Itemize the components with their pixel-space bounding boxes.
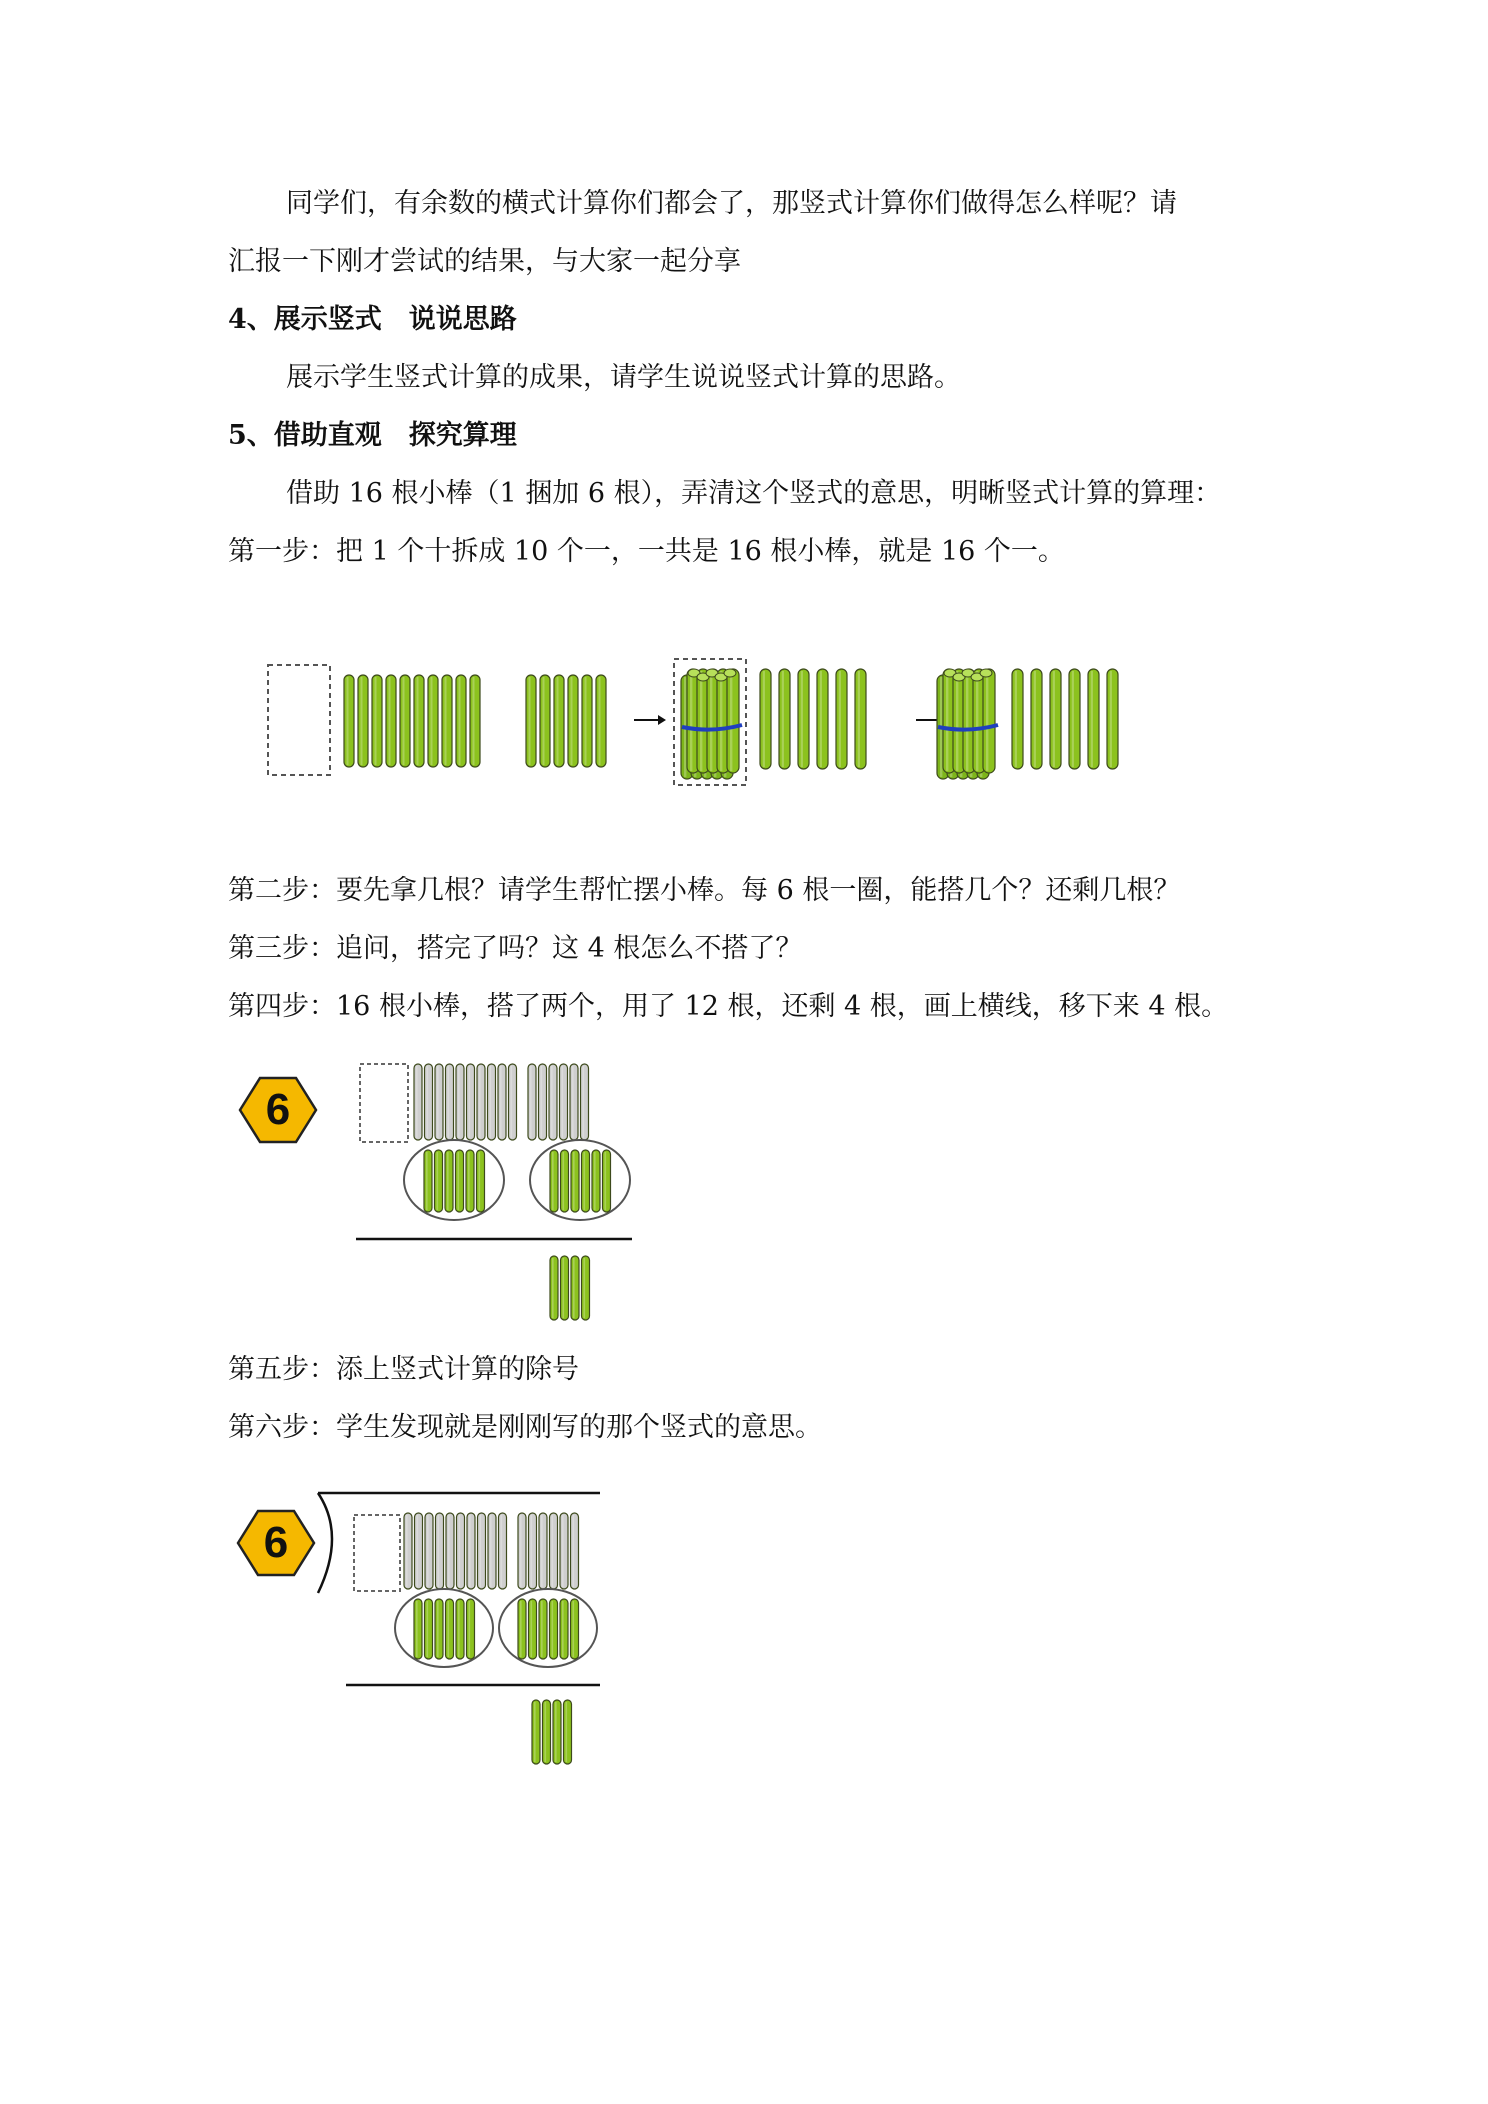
stick-icon — [446, 1599, 454, 1659]
step-6: 第六步：学生发现就是刚刚写的那个竖式的意思。 — [228, 1412, 822, 1443]
stick-icon — [424, 1150, 432, 1212]
stick-icon — [488, 1064, 496, 1140]
bundle-of-ten-icon — [937, 669, 998, 779]
stick-icon — [386, 675, 396, 767]
stick-icon — [1088, 669, 1099, 769]
stick-icon — [549, 1064, 557, 1140]
stick-icon — [539, 1599, 547, 1659]
stick-icon — [529, 1599, 537, 1659]
stick-icon — [1069, 669, 1080, 769]
stick-icon — [798, 669, 809, 769]
stick-icon — [446, 1064, 454, 1140]
stick-icon — [425, 1064, 433, 1140]
stick-icon — [532, 1700, 540, 1764]
stick-icon — [499, 1513, 507, 1589]
empty-tens-box — [360, 1064, 408, 1142]
stick-icon — [414, 675, 424, 767]
stick-icon — [1050, 669, 1061, 769]
stick-icon — [428, 675, 438, 767]
green-sticks-group — [424, 1150, 485, 1212]
empty-tens-box — [354, 1515, 400, 1591]
stick-icon — [467, 1064, 475, 1140]
stick-icon — [550, 1256, 558, 1320]
stick-icon — [543, 1700, 551, 1764]
stick-icon — [445, 1150, 453, 1212]
stick-icon — [435, 1150, 443, 1212]
stick-icon — [498, 1064, 506, 1140]
empty-tens-box — [268, 665, 330, 775]
gray-sticks — [518, 1513, 579, 1589]
stick-icon — [727, 669, 739, 773]
stick-icon — [779, 669, 790, 769]
stick-icon — [560, 1513, 568, 1589]
stick-icon — [582, 1256, 590, 1320]
bundle-of-ten-icon — [681, 669, 742, 779]
section-5-heading: 5、借助直观 探究算理 — [228, 420, 517, 451]
stick-icon — [488, 1513, 496, 1589]
stick-icon — [358, 675, 368, 767]
stick-icon — [528, 1064, 536, 1140]
gray-sticks — [528, 1064, 589, 1140]
divisor-label: 6 — [263, 1518, 289, 1567]
arrow-icon — [634, 715, 666, 725]
green-sticks-group — [414, 1599, 475, 1659]
gray-sticks — [404, 1513, 507, 1589]
stick-icon — [414, 1599, 422, 1659]
stick-icon — [470, 675, 480, 767]
stick-icon — [582, 675, 592, 767]
stick-icon — [571, 1256, 579, 1320]
stick-icon — [457, 1513, 465, 1589]
green-sticks-group — [550, 1150, 611, 1212]
stick-icon — [570, 1064, 578, 1140]
stick-icon — [550, 1513, 558, 1589]
stick-icon — [404, 1513, 412, 1589]
stick-icon — [442, 675, 452, 767]
group-circle-2 — [530, 1140, 630, 1220]
section-5-body: 借助 16 根小棒（1 捆加 6 根），弄清这个竖式的意思，明晰竖式计算的算理： — [286, 478, 1222, 509]
section-4-body: 展示学生竖式计算的成果，请学生说说竖式计算的思路。 — [286, 362, 961, 393]
stick-icon — [592, 1150, 600, 1212]
stick-icon — [760, 669, 771, 769]
stick-icon — [478, 1513, 486, 1589]
group-circle-2 — [499, 1589, 597, 1667]
step-1: 第一步：把 1 个十拆成 10 个一，一共是 16 根小棒，就是 16 个一。 — [228, 536, 1065, 567]
step-2: 第二步：要先拿几根？请学生帮忙摆小棒。每 6 根一圈，能搭几个？还剩几根？ — [228, 875, 1181, 906]
stick-icon — [1012, 669, 1023, 769]
loose-sticks-ten — [344, 675, 480, 767]
green-sticks-group — [518, 1599, 579, 1659]
stick-icon — [561, 1150, 569, 1212]
loose-sticks-six — [526, 675, 606, 767]
stick-icon — [550, 1150, 558, 1212]
divisor-label: 6 — [265, 1085, 291, 1134]
stick-icon — [571, 1513, 579, 1589]
group-circle-1 — [404, 1140, 504, 1220]
stick-icon — [518, 1513, 526, 1589]
divisor-badge — [240, 1078, 316, 1142]
stick-icon — [509, 1064, 517, 1140]
stick-icon — [466, 1150, 474, 1212]
stick-icon — [446, 1513, 454, 1589]
stick-icon — [456, 1064, 464, 1140]
stick-icon — [571, 1150, 579, 1212]
stick-icon — [1107, 669, 1118, 769]
stick-icon — [414, 1064, 422, 1140]
stick-icon — [344, 675, 354, 767]
unbundle-figure — [260, 655, 1140, 795]
remainder-sticks — [532, 1700, 572, 1764]
stick-icon — [425, 1513, 433, 1589]
stick-icon — [539, 1513, 547, 1589]
stick-icon — [425, 1599, 433, 1659]
group-circle-1 — [395, 1589, 493, 1667]
stick-icon — [518, 1599, 526, 1659]
gray-sticks — [414, 1064, 517, 1140]
stick-icon — [983, 669, 995, 773]
stick-icon — [415, 1513, 423, 1589]
intro-line-2: 汇报一下刚才尝试的结果，与大家一起分享 — [228, 246, 741, 277]
stick-icon — [372, 675, 382, 767]
stick-icon — [550, 1599, 558, 1659]
stick-icon — [435, 1599, 443, 1659]
loose-sticks-six — [1012, 669, 1118, 769]
loose-sticks-six — [760, 669, 866, 769]
stick-icon — [456, 1150, 464, 1212]
stick-icon — [435, 1064, 443, 1140]
division-bracket — [318, 1493, 332, 1593]
stick-icon — [456, 675, 466, 767]
stick-icon — [539, 1064, 547, 1140]
stick-icon — [553, 1700, 561, 1764]
grouping-figure — [228, 1050, 648, 1340]
stick-icon — [596, 675, 606, 767]
step-5: 第五步：添上竖式计算的除号 — [228, 1354, 579, 1385]
divisor-badge — [238, 1511, 314, 1575]
stick-icon — [467, 1599, 475, 1659]
stick-icon — [400, 675, 410, 767]
stick-icon — [526, 675, 536, 767]
step-3: 第三步：追问，搭完了吗？这 4 根怎么不搭了？ — [228, 933, 803, 964]
stick-icon — [855, 669, 866, 769]
stick-icon — [436, 1513, 444, 1589]
stick-icon — [456, 1599, 464, 1659]
stick-icon — [568, 675, 578, 767]
stick-icon — [571, 1599, 579, 1659]
remainder-sticks — [550, 1256, 590, 1320]
stick-icon — [581, 1064, 589, 1140]
stick-icon — [540, 675, 550, 767]
stick-icon — [582, 1150, 590, 1212]
stick-icon — [561, 1256, 569, 1320]
stick-icon — [467, 1513, 475, 1589]
intro-line-1: 同学们，有余数的横式计算你们都会了，那竖式计算你们做得怎么样呢？请 — [286, 188, 1177, 219]
stick-icon — [603, 1150, 611, 1212]
stick-icon — [1031, 669, 1042, 769]
stick-icon — [477, 1150, 485, 1212]
stick-icon — [477, 1064, 485, 1140]
section-4-heading: 4、展示竖式 说说思路 — [228, 304, 517, 335]
stick-icon — [836, 669, 847, 769]
stick-icon — [564, 1700, 572, 1764]
stick-icon — [529, 1513, 537, 1589]
stick-icon — [560, 1064, 568, 1140]
stick-icon — [554, 675, 564, 767]
stick-icon — [817, 669, 828, 769]
division-figure — [228, 1475, 648, 1775]
stick-icon — [560, 1599, 568, 1659]
step-4: 第四步：16 根小棒，搭了两个，用了 12 根，还剩 4 根，画上横线，移下来 4 根。 — [228, 991, 1229, 1022]
